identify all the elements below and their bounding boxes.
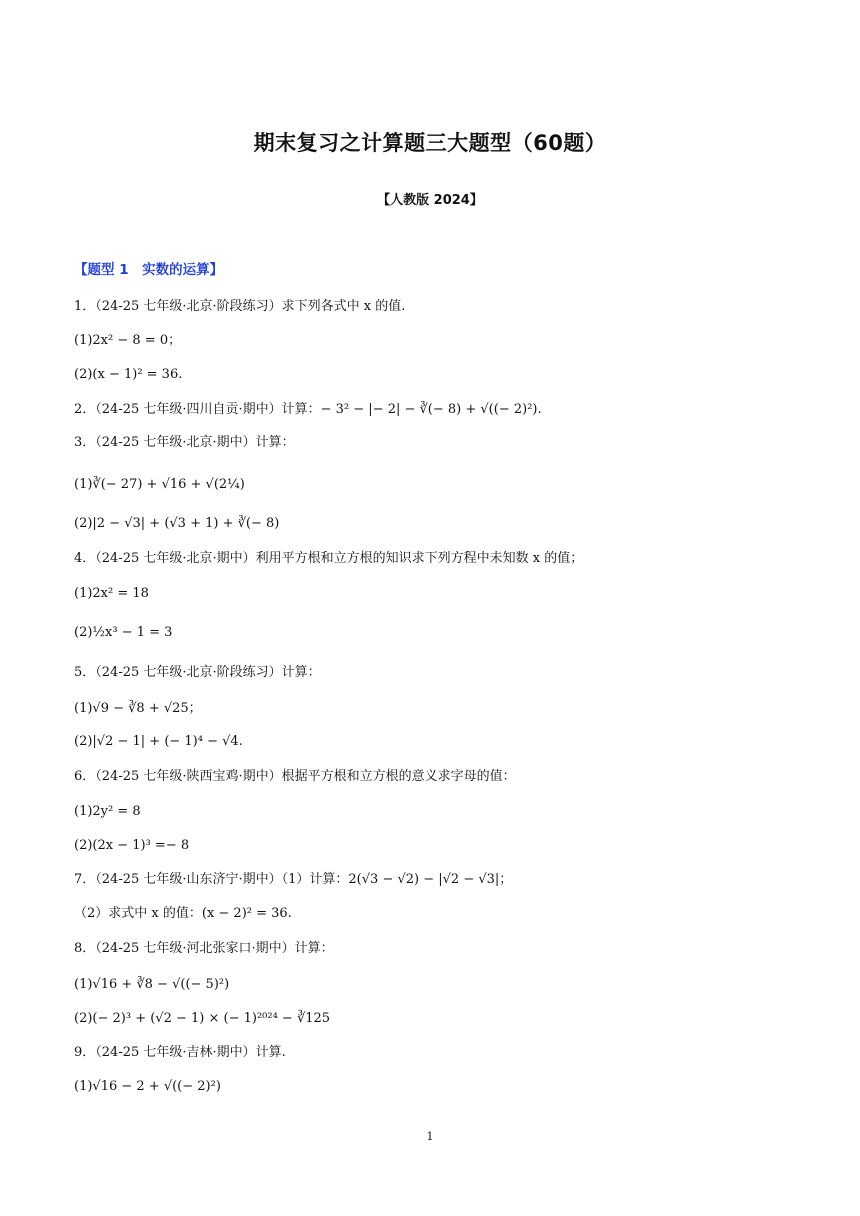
question-6: 6．（24-25 七年级·陕西宝鸡·期中）根据平方根和立方根的意义求字母的值：	[74, 769, 516, 784]
question-8-part-1: (1)√16 + ∛8 − √((− 5)²)	[74, 977, 230, 992]
question-8: 8．（24-25 七年级·河北张家口·期中）计算：	[74, 941, 334, 956]
question-3-part-2: (2)|2 − √3| + (√3 + 1) + ∛(− 8)	[74, 516, 280, 531]
question-5-part-1: (1)√9 − ∛8 + √25；	[74, 701, 202, 716]
document-subtitle: 【人教版 2024】	[377, 193, 483, 208]
question-9: 9．（24-25 七年级·吉林·期中）计算.	[74, 1045, 286, 1060]
question-4: 4．（24-25 七年级·北京·期中）利用平方根和立方根的知识求下列方程中未知数 x 的值；	[74, 551, 584, 566]
page-number: 1	[426, 1130, 434, 1143]
question-3-part-1: (1)∛(− 27) + √16 + √(2¼)	[74, 477, 245, 492]
section-heading-1: 【题型 1 实数的运算】	[74, 262, 224, 278]
question-5: 5．（24-25 七年级·北京·阶段练习）计算：	[74, 665, 321, 680]
question-1: 1．（24-25 七年级·北京·阶段练习）求下列各式中 x 的值.	[74, 299, 406, 314]
question-1-part-2: (2)(x − 1)² = 36.	[74, 367, 183, 382]
document-title: 期末复习之计算题三大题型（60题）	[253, 131, 607, 155]
question-5-part-2: (2)|√2 − 1| + (− 1)⁴ − √4.	[74, 734, 243, 749]
question-7-part-2: （2）求式中 x 的值：(x − 2)² = 36.	[74, 906, 292, 921]
question-6-part-2: (2)(2x − 1)³ =− 8	[74, 838, 190, 853]
question-6-part-1: (1)2y² = 8	[74, 804, 141, 819]
question-9-part-1: (1)√16 − 2 + √((− 2)²)	[74, 1079, 221, 1094]
question-8-part-2: (2)(− 2)³ + (√2 − 1) × (− 1)²⁰²⁴ − ∛125	[74, 1011, 331, 1026]
question-7: 7．（24-25 七年级·山东济宁·期中）（1）计算：2(√3 − √2) − |√2 − √3|；	[74, 872, 513, 887]
question-4-part-2: (2)½x³ − 1 = 3	[74, 625, 173, 640]
question-4-part-1: (1)2x² = 18	[74, 586, 149, 601]
question-3: 3．（24-25 七年级·北京·期中）计算：	[74, 435, 295, 450]
question-1-part-1: (1)2x² − 8 = 0；	[74, 333, 182, 348]
question-2: 2．（24-25 七年级·四川自贡·期中）计算：− 3² − |− 2| − ∛(− 8) + √((− 2)²).	[74, 402, 542, 417]
